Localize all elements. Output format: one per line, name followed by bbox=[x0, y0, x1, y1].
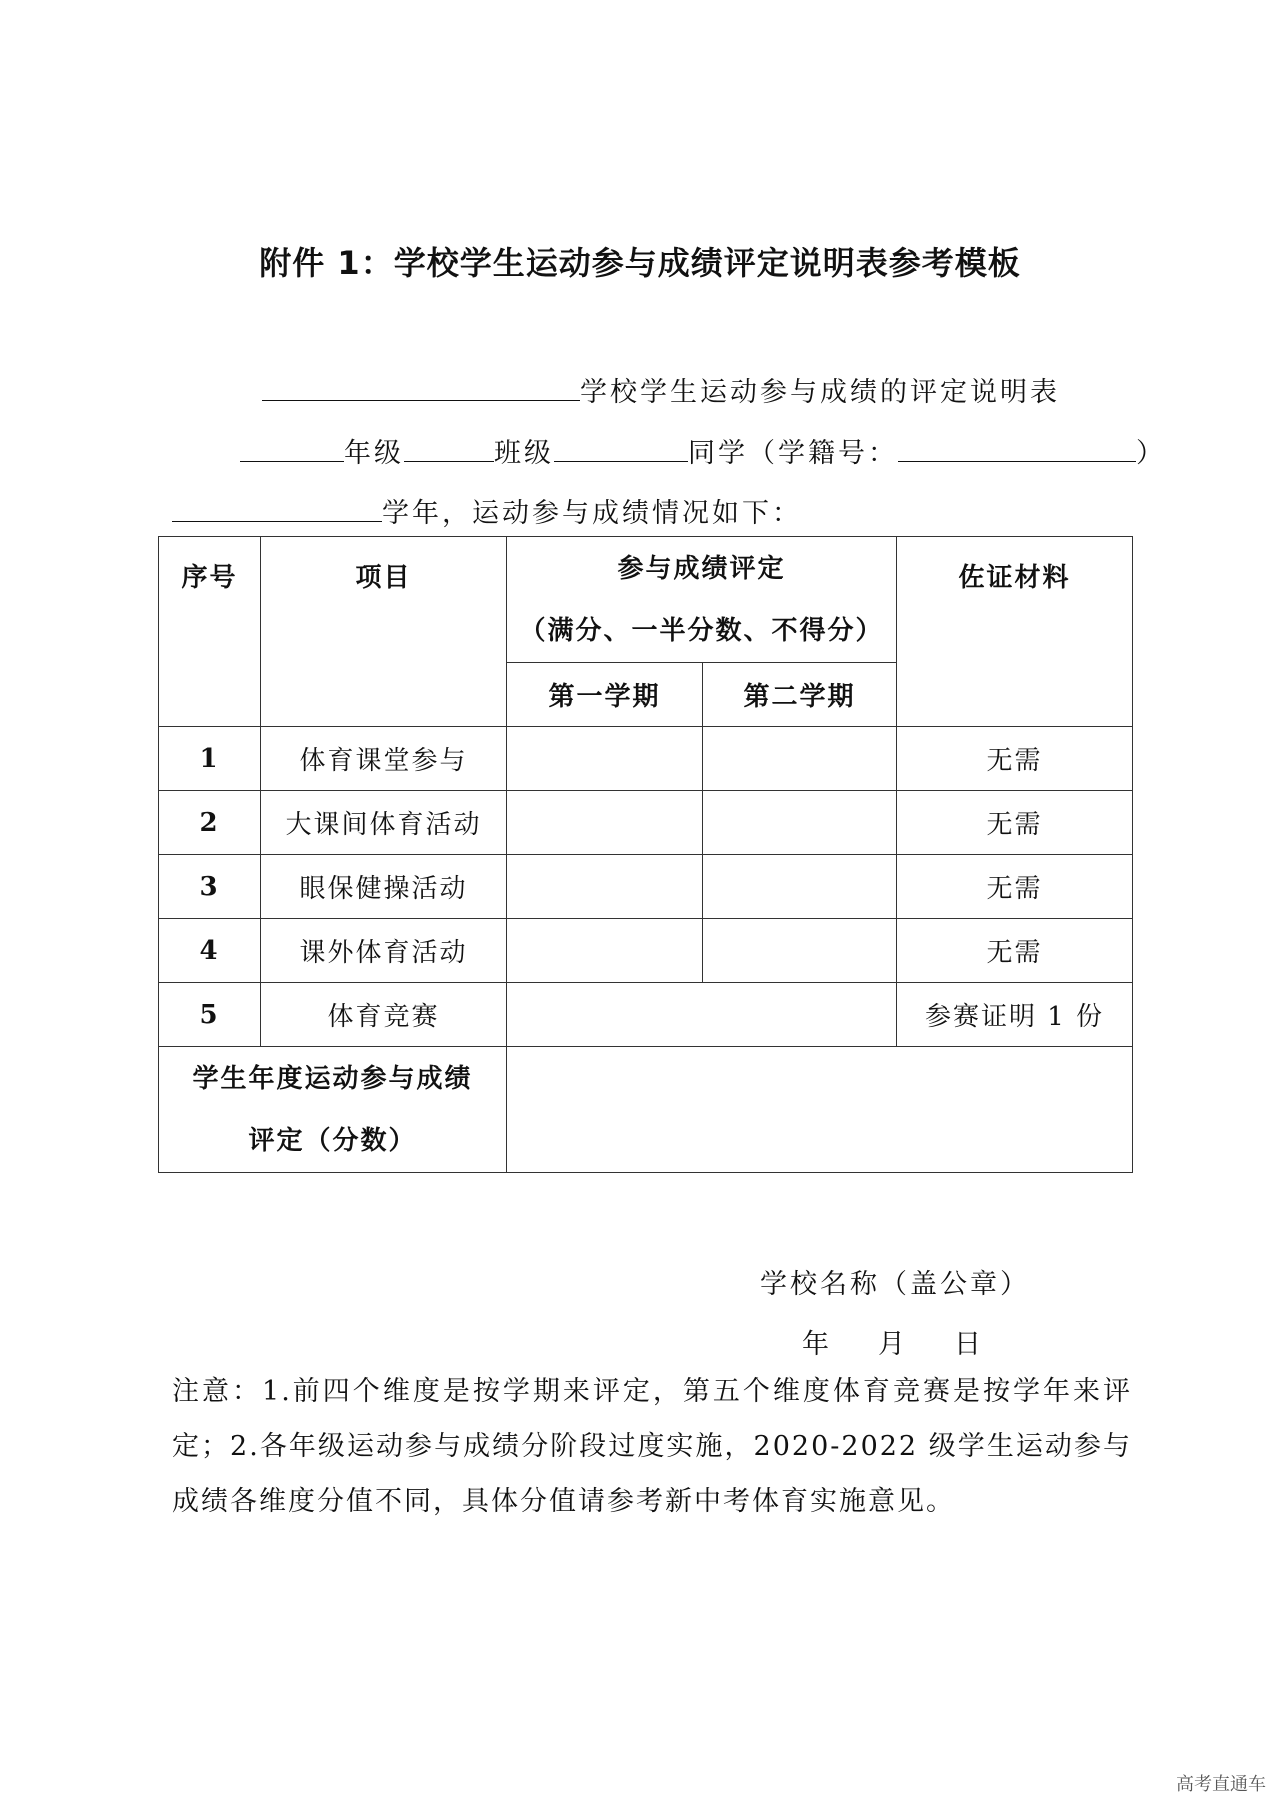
row-item: 课外体育活动 bbox=[261, 919, 507, 983]
document-title: 附件 1：学校学生运动参与成绩评定说明表参考模板 bbox=[259, 244, 1021, 282]
assessment-table bbox=[158, 536, 1133, 1173]
total-label bbox=[159, 1047, 507, 1173]
header-evidence: 佐证材料 bbox=[897, 537, 1133, 727]
header-term-2: 第二学期 bbox=[703, 663, 897, 727]
total-score-cell[interactable] bbox=[507, 1047, 1133, 1173]
form-header-line-2 bbox=[240, 431, 1166, 470]
grade-label: 年级 bbox=[344, 438, 404, 469]
table-header-row bbox=[159, 537, 1133, 663]
header-score bbox=[507, 537, 897, 663]
row-evidence: 参赛证明 1 份 bbox=[897, 983, 1133, 1047]
row-evidence: 无需 bbox=[897, 855, 1133, 919]
form-header-line-1 bbox=[262, 370, 1060, 409]
row-evidence: 无需 bbox=[897, 727, 1133, 791]
row-evidence: 无需 bbox=[897, 791, 1133, 855]
row-term1-score-cell[interactable] bbox=[507, 791, 703, 855]
student-close: ） bbox=[1136, 438, 1166, 469]
student-id-blank[interactable] bbox=[898, 435, 1136, 462]
form-subtitle: 学校学生运动参与成绩的评定说明表 bbox=[580, 377, 1060, 408]
table-row bbox=[159, 791, 1133, 855]
date-year: 年 bbox=[802, 1329, 832, 1360]
row-term2-score-cell[interactable] bbox=[703, 791, 897, 855]
school-name-blank[interactable] bbox=[262, 374, 580, 401]
table-row bbox=[159, 727, 1133, 791]
row-item: 大课间体育活动 bbox=[261, 791, 507, 855]
school-year-blank[interactable] bbox=[172, 495, 382, 522]
header-index: 序号 bbox=[159, 537, 261, 727]
table-row bbox=[159, 983, 1133, 1047]
row-item: 体育竞赛 bbox=[261, 983, 507, 1047]
header-item: 项目 bbox=[261, 537, 507, 727]
student-label: 同学（学籍号： bbox=[688, 438, 898, 469]
table-row bbox=[159, 919, 1133, 983]
note-paragraph: 注意：1.前四个维度是按学期来评定，第五个维度体育竞赛是按学年来评定；2.各年级运动参与成绩分阶段过度实施，2020-2022 级学生运动参与成绩各维度分值不同，具体分值请参考新中考体育实施意见。 bbox=[172, 1376, 1132, 1517]
row-term2-score-cell[interactable] bbox=[703, 919, 897, 983]
row-term1-score-cell[interactable] bbox=[507, 727, 703, 791]
row-index: 1 bbox=[159, 727, 261, 791]
student-name-blank[interactable] bbox=[554, 435, 688, 462]
table-row bbox=[159, 855, 1133, 919]
date-month: 月 bbox=[878, 1329, 908, 1360]
header-score-title: 参与成绩评定 bbox=[617, 553, 786, 584]
row-index: 5 bbox=[159, 983, 261, 1047]
total-label-line-2: 评定（分数） bbox=[248, 1125, 417, 1156]
total-label-line-1: 学生年度运动参与成绩 bbox=[192, 1063, 473, 1094]
row-term1-score-cell[interactable] bbox=[507, 855, 703, 919]
row-term2-score-cell[interactable] bbox=[703, 855, 897, 919]
row-evidence: 无需 bbox=[897, 919, 1133, 983]
row-term2-score-cell[interactable] bbox=[703, 727, 897, 791]
date-line bbox=[802, 1322, 984, 1361]
row-index: 2 bbox=[159, 791, 261, 855]
watermark: 高考直通车 bbox=[1176, 1774, 1266, 1795]
table-total-row bbox=[159, 1047, 1133, 1173]
row-year-score-cell[interactable] bbox=[507, 983, 897, 1047]
row-index: 3 bbox=[159, 855, 261, 919]
row-index: 4 bbox=[159, 919, 261, 983]
row-item: 体育课堂参与 bbox=[261, 727, 507, 791]
class-label: 班级 bbox=[494, 438, 554, 469]
header-score-sub: （满分、一半分数、不得分） bbox=[519, 615, 884, 646]
row-term1-score-cell[interactable] bbox=[507, 919, 703, 983]
row-item: 眼保健操活动 bbox=[261, 855, 507, 919]
grade-blank[interactable] bbox=[240, 435, 344, 462]
date-day: 日 bbox=[954, 1329, 984, 1360]
header-term-1: 第一学期 bbox=[507, 663, 703, 727]
class-blank[interactable] bbox=[404, 435, 494, 462]
school-seal-label: 学校名称（盖公章） bbox=[760, 1269, 1030, 1300]
school-year-text: 学年，运动参与成绩情况如下： bbox=[382, 498, 802, 529]
form-header-line-3 bbox=[172, 491, 802, 530]
